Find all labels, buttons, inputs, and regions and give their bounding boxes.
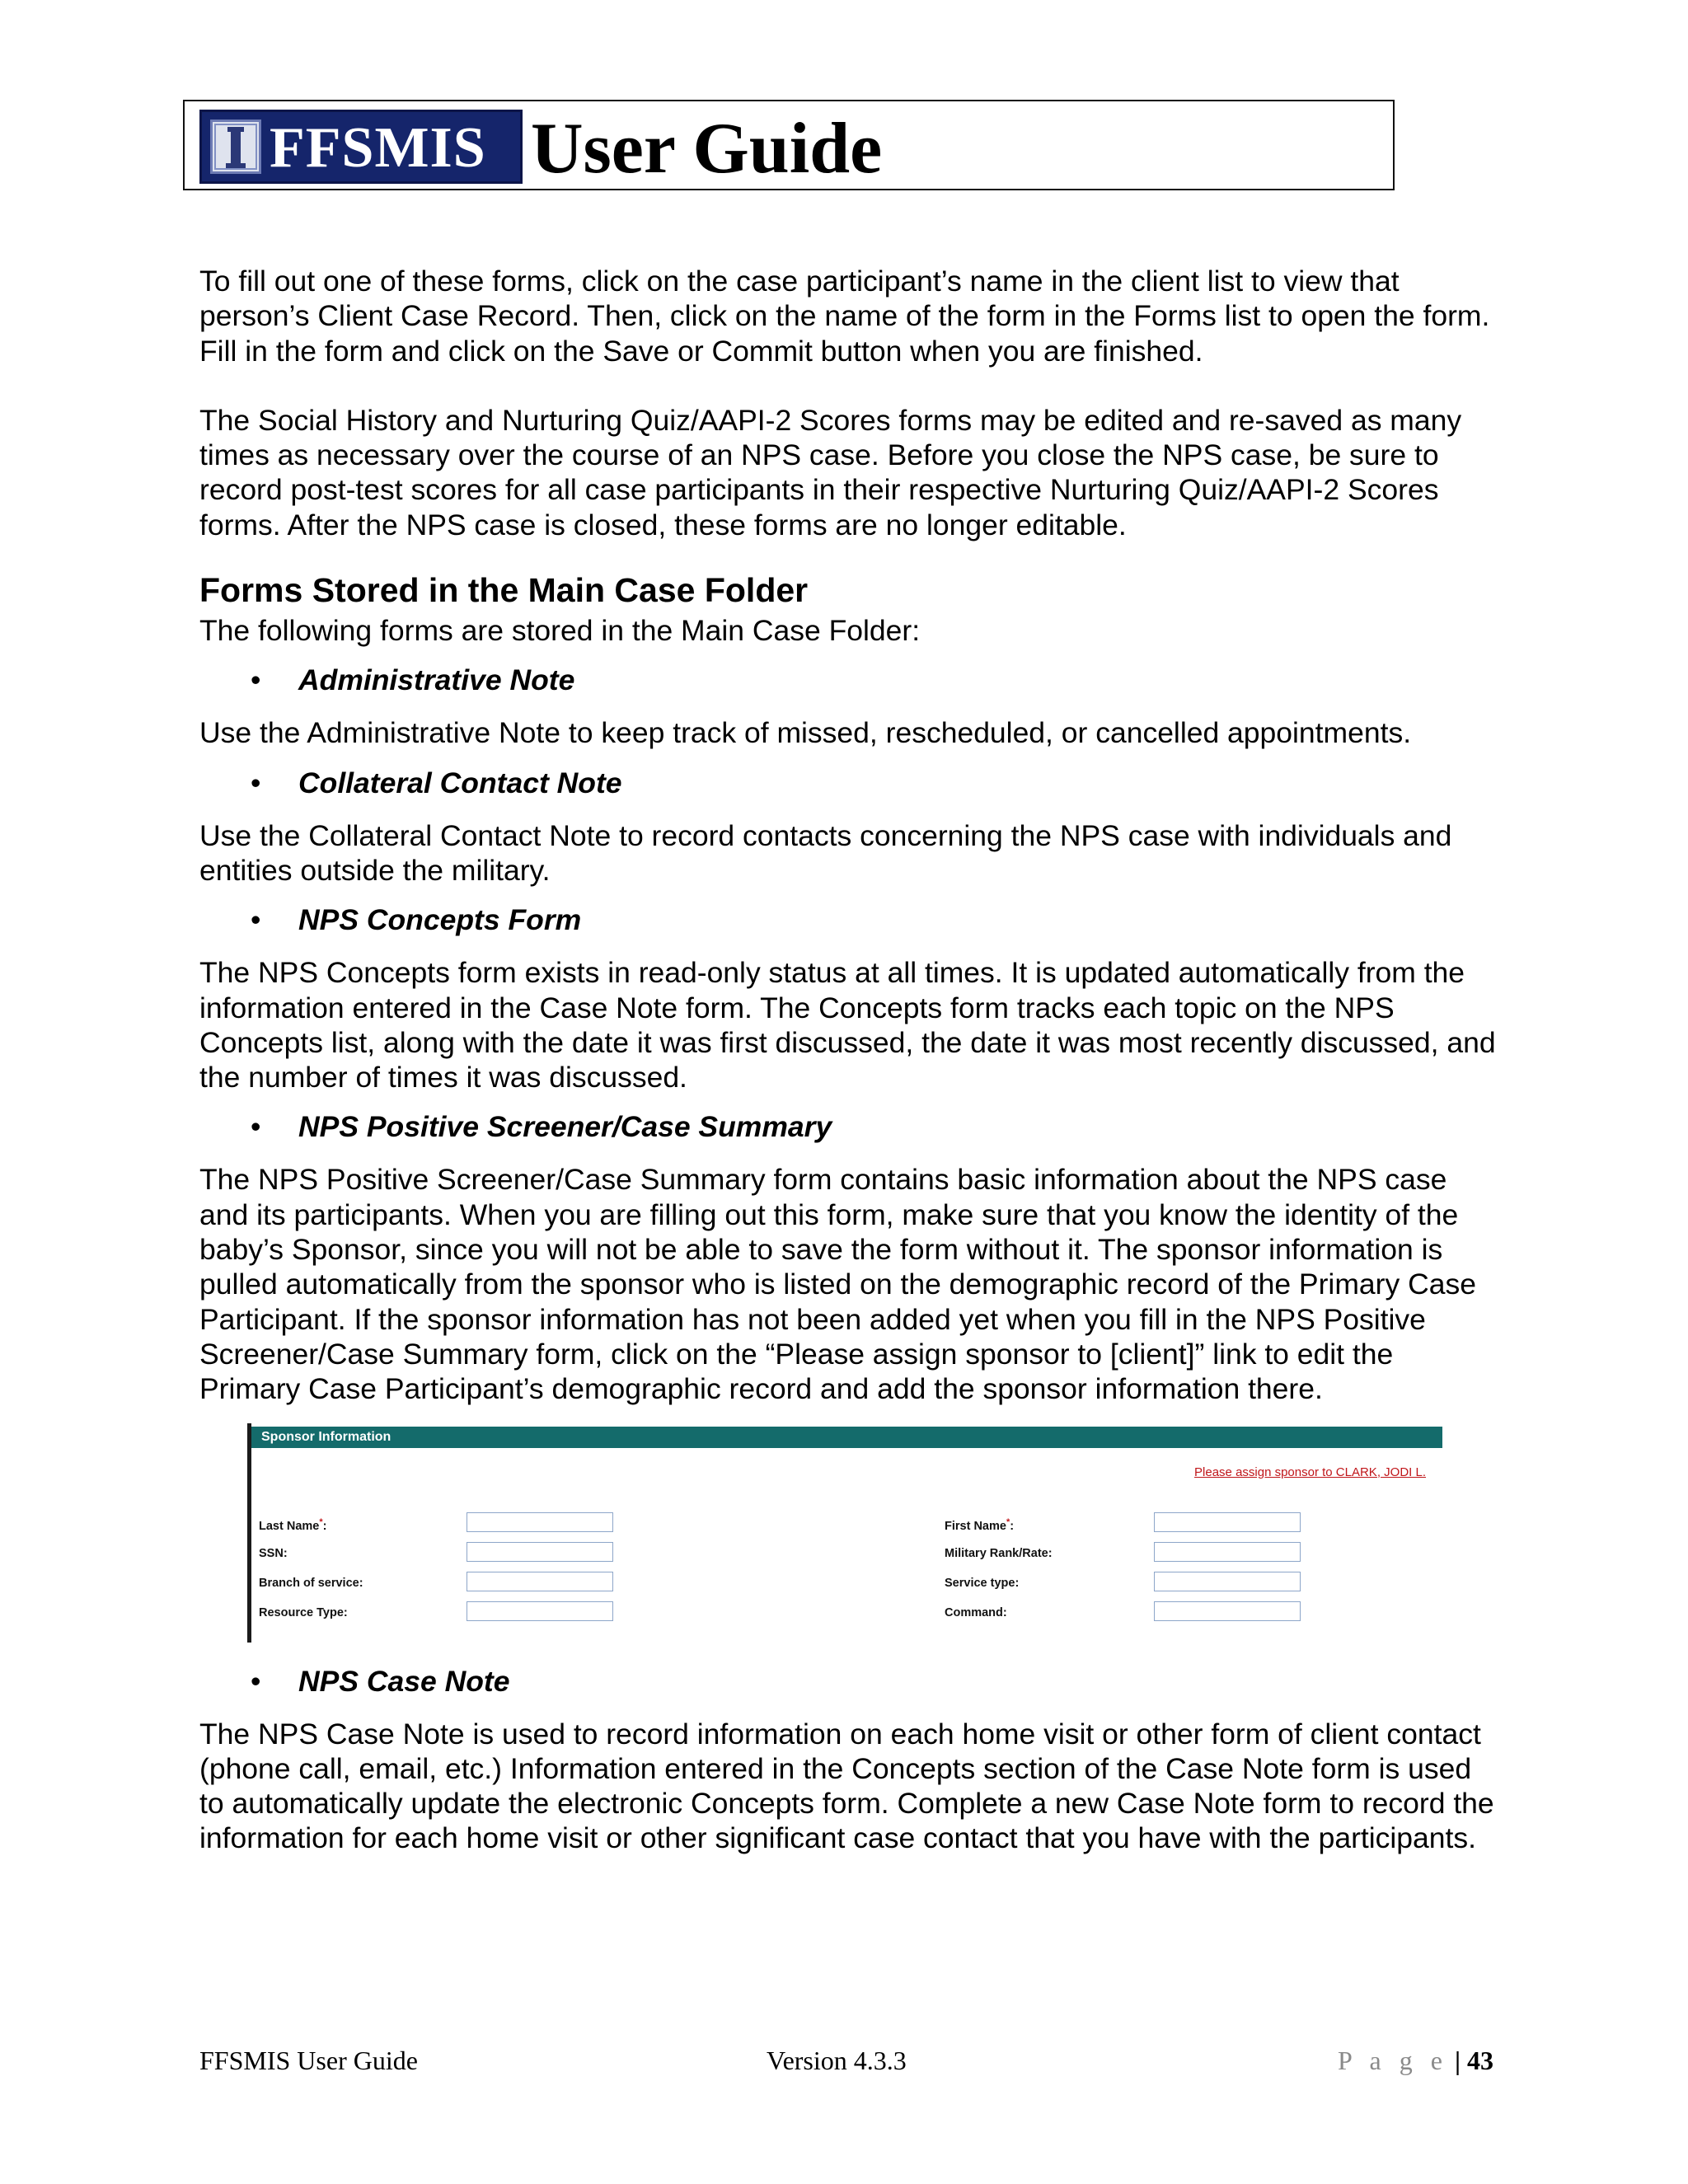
screenshot-left-border [247,1423,251,1643]
lighthouse-emblem-icon [210,120,261,174]
nps-concepts-form-description: The NPS Concepts form exists in read-only status at all times. It is updated automatically from the information entered in the Case Note form. The Concepts form tracks each topic on the NPS Concepts list, along with the date it was first discussed, the date it was most recently discussed, and the number of times it was discussed. [199,956,1496,1094]
service-type-label: Service type: [945,1576,1020,1590]
section-intro: The following forms are stored in the Main Case Folder: [199,614,921,648]
bullet-nps-case-note: • NPS Case Note [199,1664,1502,1699]
logo-text: FFSMIS [270,116,486,180]
first-name-label: First Name*: [945,1516,1015,1533]
branch-of-service-label: Branch of service: [259,1576,363,1590]
nps-case-note-description: The NPS Case Note is used to record information on each home visit or other form of client contact (phone call, email, etc.) Information entered in the Concepts section of the Case Note form is used to automatically update the electronic Concepts form. Complete a new Case Note form to record the information for each home visit or other significant case contact that you have with the participants. [199,1717,1494,1855]
service-type-input[interactable] [1154,1572,1301,1591]
assign-sponsor-link[interactable]: Please assign sponsor to CLARK, JODI L. [1194,1465,1426,1479]
ssn-label: SSN: [259,1546,288,1560]
last-name-label: Last Name*: [259,1516,327,1533]
command-label: Command: [945,1605,1007,1619]
section-heading: Forms Stored in the Main Case Folder [199,571,809,610]
document-body [199,264,1502,1856]
bullet-nps-concepts-form: • NPS Concepts Form [199,902,1502,937]
sponsor-information-titlebar: Sponsor Information [251,1427,1442,1448]
intro-paragraph-2: The Social History and Nurturing Quiz/AAPI-2 Scores forms may be edited and re-saved as many times as necessary over the course of an NPS case. Before you close the NPS case, be sure to record post-test scores for all case participants in their respective Nurturing Quiz/AAPI-2 Scores forms. After the NPS case is closed, these forms are no longer editable. [199,403,1462,541]
administrative-note-description: Use the Administrative Note to keep track of missed, rescheduled, or cancelled appointments. [199,716,1412,750]
intro-paragraph-1: To fill out one of these forms, click on the case participant’s name in the client list to view that person’s Client Case Record. Then, click on the name of the form in the Forms list to open the form. Fill in the form and click on the Save or Commit button when you are finished. [199,265,1490,368]
military-rank-label: Military Rank/Rate: [945,1546,1053,1560]
page-title: User Guide [531,109,883,189]
page-number: 43 [1467,2046,1493,2075]
ssn-input[interactable] [467,1542,613,1562]
first-name-input[interactable] [1154,1512,1301,1532]
resource-type-input[interactable] [467,1601,613,1621]
page-separator: | [1454,2046,1461,2075]
command-input[interactable] [1154,1601,1301,1621]
last-name-input[interactable] [467,1512,613,1532]
bullet-collateral-contact-note: • Collateral Contact Note [199,766,1502,800]
sponsor-information-screenshot [247,1423,1442,1643]
header-banner [183,100,1395,190]
bullet-administrative-note: • Administrative Note [199,663,1502,697]
page-footer [199,2044,1493,2077]
ffsmis-logo [199,110,523,184]
branch-of-service-input[interactable] [467,1572,613,1591]
military-rank-input[interactable] [1154,1542,1301,1562]
bullet-nps-positive-screener: • NPS Positive Screener/Case Summary [199,1109,1502,1144]
nps-positive-screener-description: The NPS Positive Screener/Case Summary form contains basic information about the NPS case and its participants. When you are filling out this form, make sure that you know the identity of the baby’s Sponsor, since you will not be able to save the form without it. The sponsor information is pulled automatically from the sponsor who is listed on the demographic record of the Primary Case Participant. If the sponsor information has not been added yet when you fill in the NPS Positive Screener/Case Summary form, click on the “Please assign sponsor to [client]” link to edit the Primary Case Participant’s demographic record and add the sponsor information there. [199,1163,1476,1406]
resource-type-label: Resource Type: [259,1605,348,1619]
page-word: P a g e [1337,2046,1448,2075]
footer-guide-name: FFSMIS User Guide [199,2046,418,2075]
footer-page-number [1338,2044,1493,2077]
collateral-contact-note-description: Use the Collateral Contact Note to record contacts concerning the NPS case with individuals and entities outside the military. [199,818,1452,887]
footer-version: Version 4.3.3 [767,2046,907,2075]
